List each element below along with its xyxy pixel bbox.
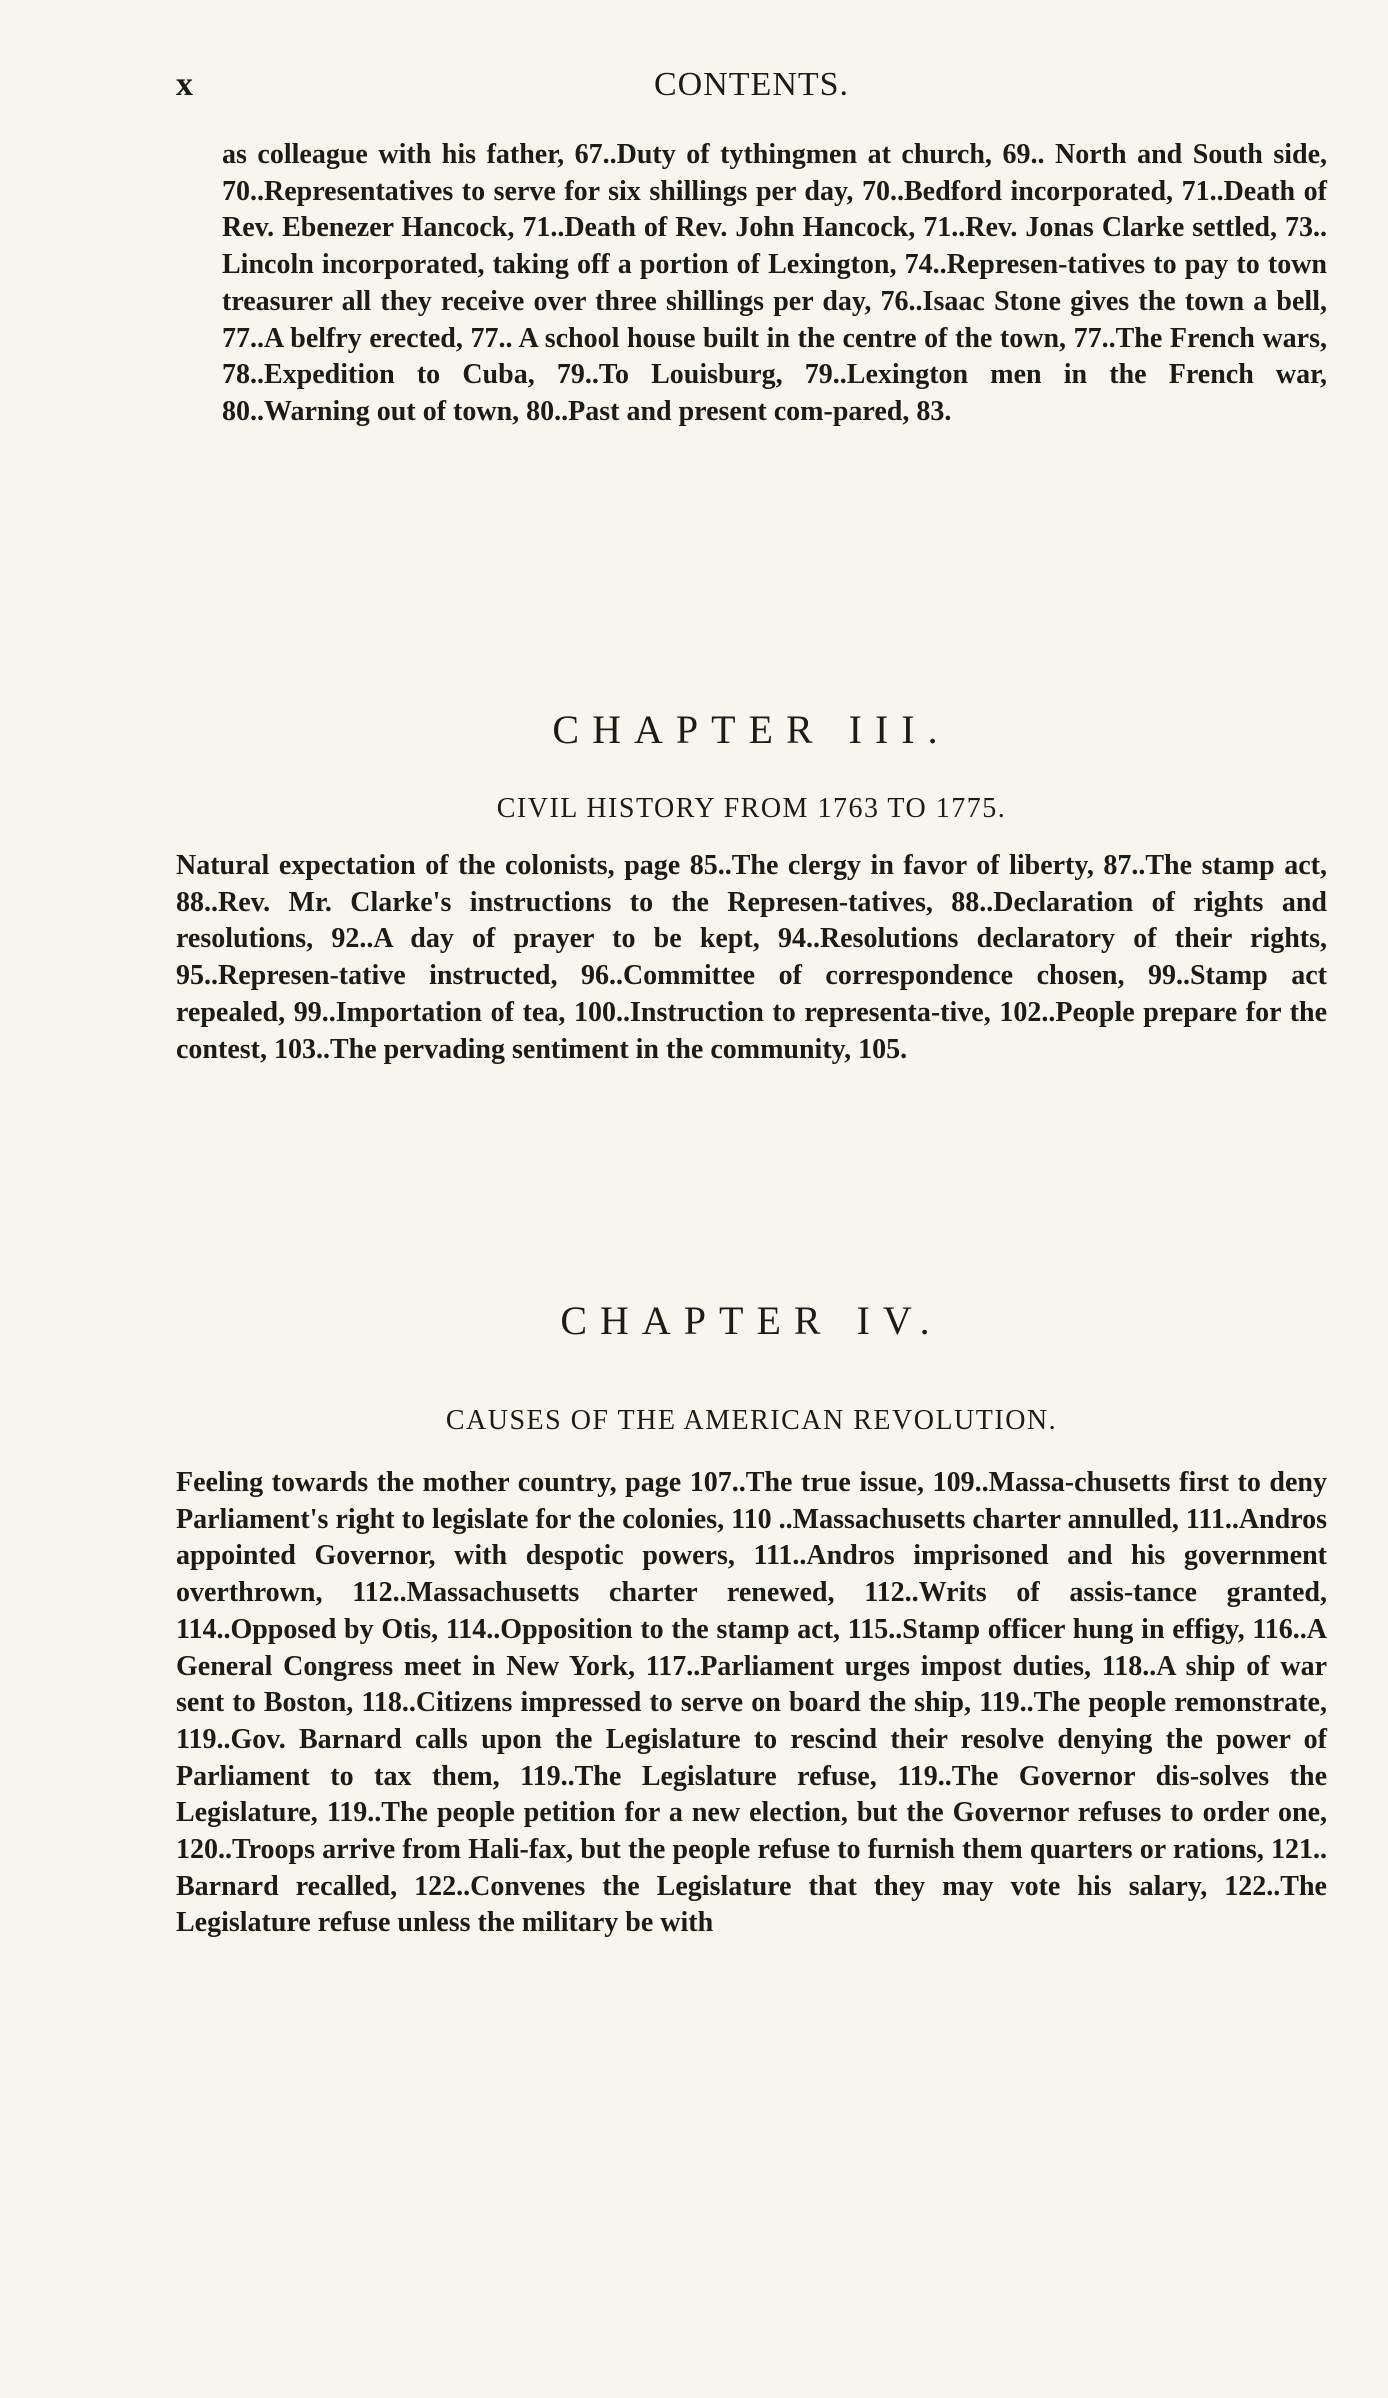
chapter-heading-iii: CHAPTER III. — [552, 707, 951, 752]
chapter-heading-iv: CHAPTER IV. — [560, 1298, 943, 1343]
contents-paragraph-chapter-iv: Feeling towards the mother country, page 107..The true issue, 109..Massa-chusetts first to deny Parliament's right to legislate for the colonies, 110 ..Massachusetts charter annulled, 111..Andros appointed Governor, with despotic powers, 111..Andros imprisoned and his government overthrown, 112..Massachusetts charter renewed, 112..Writs of assis-tance granted, 114..Opposed by Otis, 114..Opposition to the stamp act, 115..Stamp officer hung in effigy, 116..A General Congress meet in New York, 117..Parliament urges impost duties, 118..A ship of war sent to Boston, 118..Citizens impressed to serve on board the ship, 119..The people remonstrate, 119..Gov. Barnard calls upon the Legislature to rescind their resolve denying the power of Parliament to tax them, 119..The Legislature refuse, 119..The Governor dis-solves the Legislature, 119..The people petition for a new election, but the Governor refuses to order one, 120..Troops arrive from Hali-fax, but the people refuse to furnish them quarters or rations, 121.. Barnard recalled, 122..Convenes the Legislature that they may vote his salary, 122..The Legislature refuse unless the military be with — [176, 1467, 1327, 1939]
contents-paragraph-chapter-iii: Natural expectation of the colonists, page 85..The clergy in favor of liberty, 87..The stamp act, 88..Rev. Mr. Clarke's instructions to the Represen-tatives, 88..Declaration of rights and resolutions, 92..A day of prayer to be kept, 94..Resolutions declaratory of their rights, 95..Represen-tative instructed, 96..Committee of correspondence chosen, 99..Stamp act repealed, 99..Importation of tea, 100..Instruction to representa-tive, 102..People prepare for the contest, 103..The pervading sentiment in the community, 105. — [176, 850, 1327, 1065]
chapter-subtitle-iii: CIVIL HISTORY FROM 1763 TO 1775. — [496, 793, 1007, 824]
page-number: x — [176, 66, 194, 103]
page-header-title: CONTENTS. — [654, 66, 850, 103]
contents-paragraph-chapter-ii-continued: as colleague with his father, 67..Duty of tythingmen at church, 69.. North and South side, 70..Representatives to serve for six shillings per day, 70..Bedford incorporated, 71..Death of Rev. Ebenezer Hancock, 71..Death of Rev. John Hancock, 71..Rev. Jonas Clarke settled, 73.. Lincoln incorporated, taking off a portion of Lexington, 74..Represen-tatives to pay to town treasurer all they receive over three shillings per day, 76..Isaac Stone gives the town a bell, 77..A belfry erected, 77.. A school house built in the centre of the town, 77..The French wars, 78..Expedition to Cuba, 79..To Louisburg, 79..Lexington men in the French war, 80..Warning out of town, 80..Past and present com-pared, 83. — [222, 139, 1327, 427]
chapter-subtitle-iv: CAUSES OF THE AMERICAN REVOLUTION. — [445, 1405, 1058, 1436]
running-head — [176, 66, 1176, 106]
